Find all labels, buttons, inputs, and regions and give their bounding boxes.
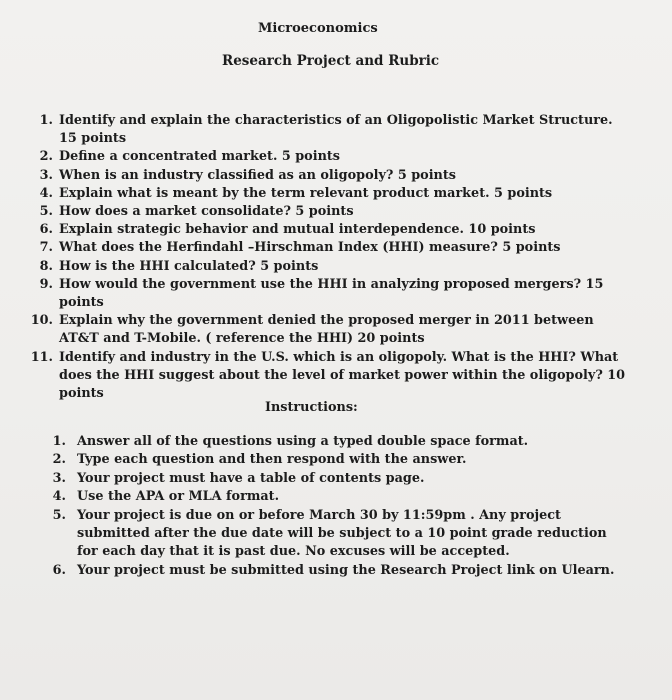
question-number: 8. xyxy=(39,258,53,274)
question-number: 2. xyxy=(39,149,53,165)
instruction-number: 5. xyxy=(52,507,66,523)
question-list xyxy=(28,112,628,403)
instruction-number: 6. xyxy=(52,562,66,578)
instruction-text: Type each question and then respond with the answer. xyxy=(77,452,467,468)
question-item xyxy=(28,203,628,221)
instruction-item xyxy=(48,470,628,488)
question-text: Explain why the government denied the proposed merger in 2011 between AT&T and T-Mobile. ( reference the HHI) 20 points xyxy=(59,313,594,347)
instruction-number: 2. xyxy=(52,452,66,468)
course-title: Microeconomics xyxy=(258,21,378,36)
question-text: How would the government use the HHI in analyzing proposed mergers? 15 points xyxy=(59,276,604,311)
question-text: Explain what is meant by the term relevant product market. 5 points xyxy=(59,185,553,201)
question-text: Identify and explain the characteristics of an Oligopolistic Market Structure. 15 points xyxy=(59,113,613,147)
instructions-heading: Instructions: xyxy=(265,400,358,415)
question-number: 4. xyxy=(39,185,53,201)
instruction-item xyxy=(48,562,628,580)
question-number: 1. xyxy=(39,113,53,128)
question-item xyxy=(28,312,628,348)
question-number: 7. xyxy=(39,240,53,256)
question-item xyxy=(28,112,628,148)
instruction-item xyxy=(48,507,628,562)
question-number: 10. xyxy=(30,313,53,329)
instruction-text: Answer all of the questions using a typed double space format. xyxy=(77,434,529,449)
instruction-text: Your project must be submitted using the Research Project link on Ulearn. xyxy=(77,562,615,578)
question-item xyxy=(28,258,628,276)
question-text: Explain strategic behavior and mutual interdependence. 10 points xyxy=(59,222,536,238)
instruction-text: Your project is due on or before March 30 by 11:59pm . Any project submitted after the due date will be subject to a 10 point grade reduction for each day that it is past due. No excuses will be accepted. xyxy=(77,507,607,560)
question-text: How is the HHI calculated? 5 points xyxy=(59,258,319,274)
question-item xyxy=(28,148,628,166)
question-item xyxy=(28,276,628,312)
question-item xyxy=(28,167,628,185)
question-item xyxy=(28,185,628,203)
question-number: 6. xyxy=(39,222,53,238)
question-number: 11. xyxy=(30,349,53,365)
question-text: What does the Herfindahl –Hirschman Index (HHI) measure? 5 points xyxy=(59,240,561,256)
instruction-item xyxy=(48,488,628,506)
question-text: When is an industry classified as an oligopoly? 5 points xyxy=(59,167,456,183)
document-subtitle: Research Project and Rubric xyxy=(222,53,440,69)
question-number: 5. xyxy=(39,204,53,220)
question-text: How does a market consolidate? 5 points xyxy=(59,204,354,220)
instruction-number: 1. xyxy=(52,434,66,449)
instruction-item xyxy=(48,451,628,469)
instruction-list xyxy=(48,433,628,580)
question-number: 3. xyxy=(39,167,53,183)
question-item xyxy=(28,349,628,404)
instruction-item xyxy=(48,433,628,451)
instruction-text: Use the APA or MLA format. xyxy=(77,489,280,505)
question-number: 9. xyxy=(39,276,53,292)
question-item xyxy=(28,221,628,239)
instruction-number: 3. xyxy=(52,470,66,486)
instruction-number: 4. xyxy=(52,489,66,505)
question-item xyxy=(28,239,628,257)
question-text: Identify and industry in the U.S. which is an oligopoly. What is the HHI? What does the HHI suggest about the level of market power within the oligopoly? 10 points xyxy=(59,349,626,402)
question-text: Define a concentrated market. 5 points xyxy=(59,149,340,165)
instruction-text: Your project must have a table of contents page. xyxy=(77,470,425,486)
